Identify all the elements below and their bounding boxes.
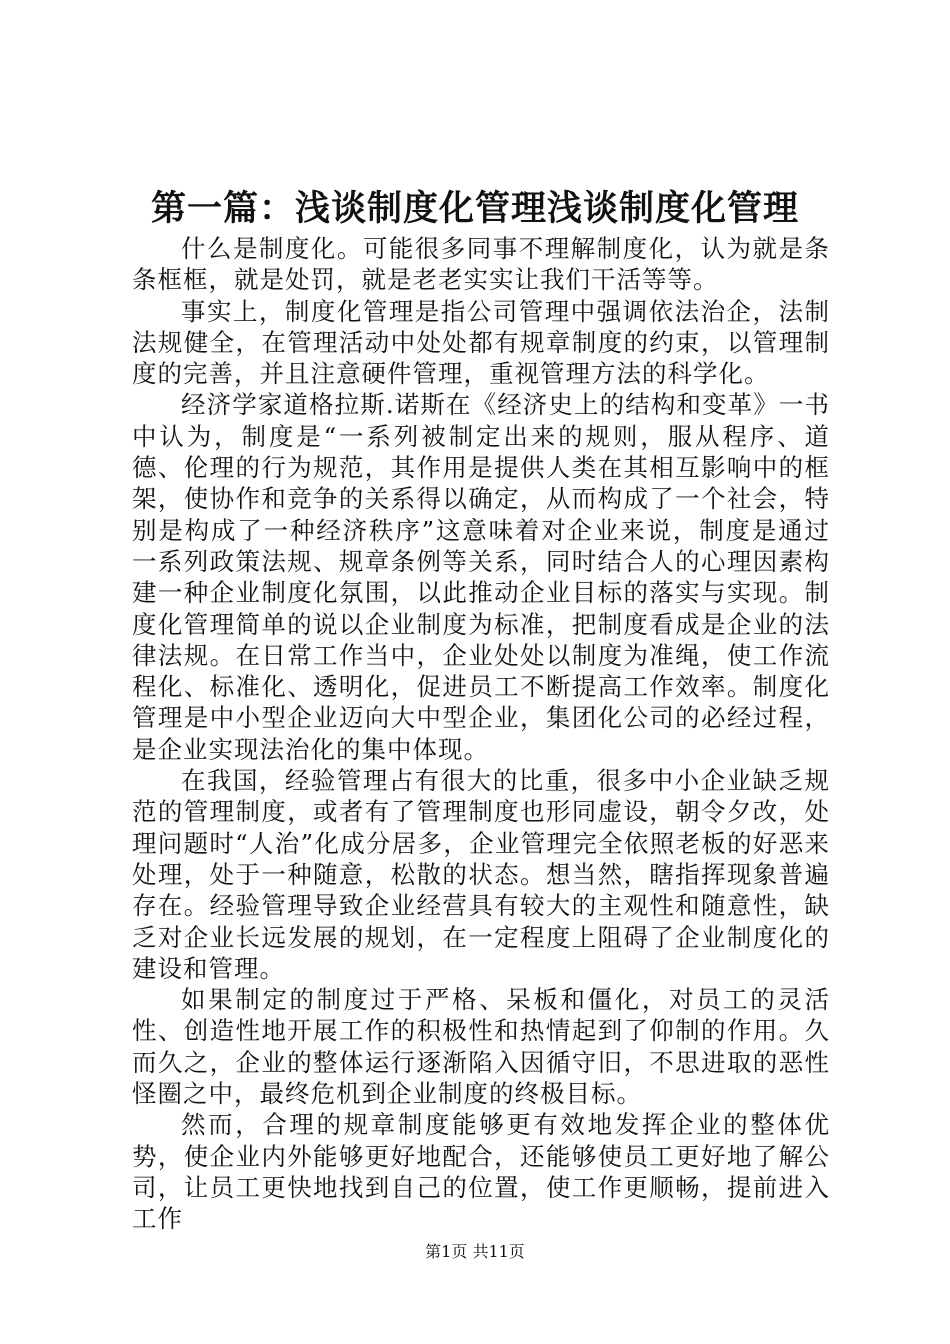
document-body: [132, 233, 830, 1235]
paragraph: 如果制定的制度过于严格、呆板和僵化，对员工的灵活性、创造性地开展工作的积极性和热情起到了仰制的作用。久而久之，企业的整体运行逐渐陷入因循守旧，不思进取的恶性怪圈之中，最终危机到企业制度的终极目标。: [132, 985, 830, 1109]
paragraph: 然而，合理的规章制度能够更有效地发挥企业的整体优势，使企业内外能够更好地配合，还能够使员工更好地了解公司，让员工更快地找到自己的位置，使工作更顺畅，提前进入工作: [132, 1110, 830, 1234]
paragraph: 事实上，制度化管理是指公司管理中强调依法治企，法制法规健全，在管理活动中处处都有规章制度的约束，以管理制度的完善，并且注意硬件管理，重视管理方法的科学化。: [132, 296, 830, 389]
paragraph: 什么是制度化。可能很多同事不理解制度化，认为就是条条框框，就是处罚，就是老老实实让我们干活等等。: [132, 234, 830, 295]
paragraph: 经济学家道格拉斯.诺斯在《经济史上的结构和变革》一书中认为，制度是“一系列被制定出来的规则，服从程序、道德、伦理的行为规范，其作用是提供人类在其相互影响中的框架，使协作和竞争的关系得以确定，从而构成了一个社会，特别是构成了一种经济秩序”这意味着对企业来说，制度是通过一系列政策法规、规章条例等关系，同时结合人的心理因素构建一种企业制度化氛围，以此推动企业目标的落实与实现。制度化管理简单的说以企业制度为标准，把制度看成是企业的法律法规。在日常工作当中，企业处处以制度为准绳，使工作流程化、标准化、透明化，促进员工不断提高工作效率。制度化管理是中小型企业迈向大中型企业，集团化公司的必经过程，是企业实现法治化的集中体现。: [132, 390, 830, 764]
document-title: 第一篇：浅谈制度化管理浅谈制度化管理: [150, 188, 799, 229]
paragraph: 在我国，经验管理占有很大的比重，很多中小企业缺乏规范的管理制度，或者有了管理制度也形同虚设，朝令夕改，处理问题时“人治”化成分居多，企业管理完全依照老板的好恶来处理，处于一种随意，松散的状态。想当然，瞎指挥现象普遍存在。经验管理导致企业经营具有较大的主观性和随意性，缺乏对企业长远发展的规划，在一定程度上阻碍了企业制度化的建设和管理。: [132, 766, 830, 983]
page-footer: 第1页 共11页: [425, 1242, 525, 1261]
